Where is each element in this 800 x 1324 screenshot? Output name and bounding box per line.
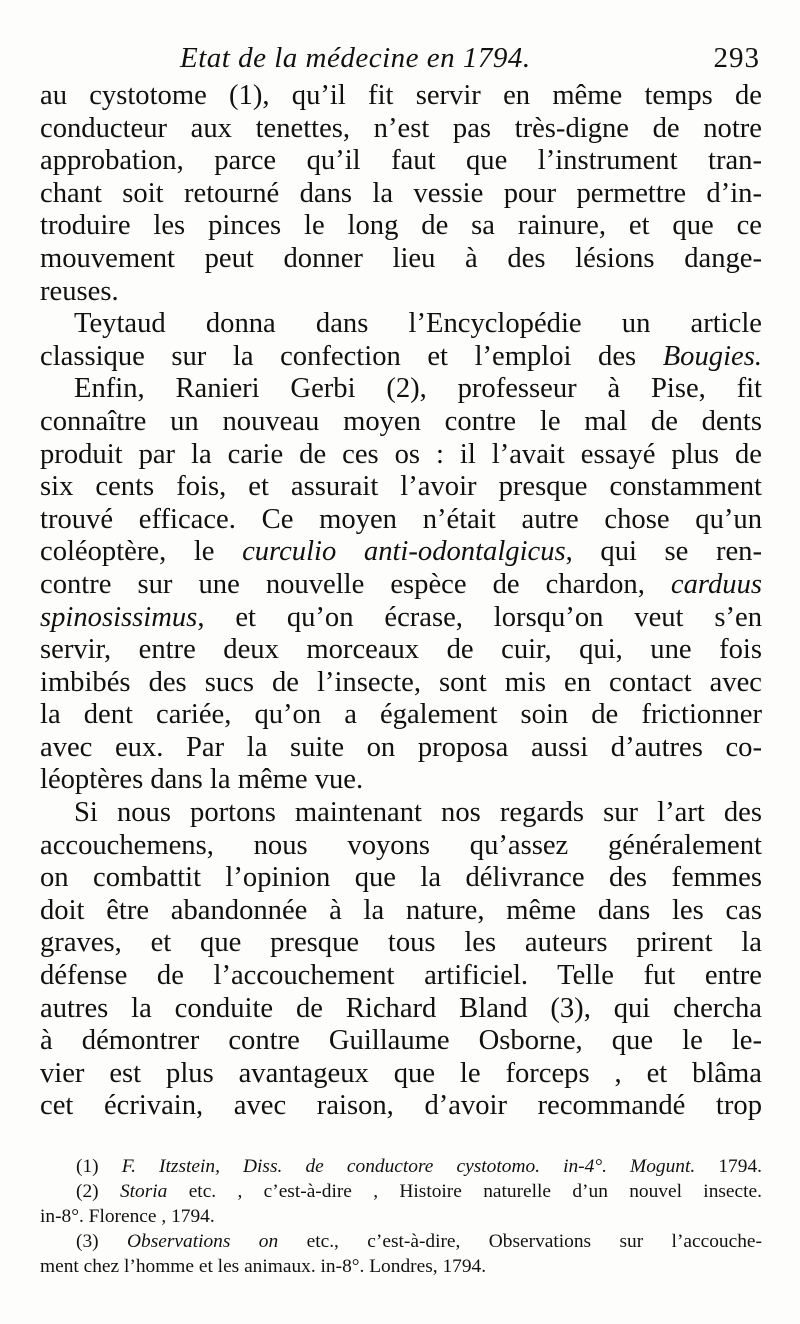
italic-term: carduus — [670, 568, 762, 600]
text-segment: , et qu’on écrase, lorsqu’on veut s’en — [197, 601, 762, 633]
text-line: imbibés des sucs de l’insecte, sont mis en contact avec — [40, 666, 762, 698]
text-line: graves, et que presque tous les auteurs prirent la — [40, 927, 762, 959]
footnote-2 — [40, 1179, 762, 1204]
text-line: connaître un nouveau moyen contre le mal de dents — [40, 405, 762, 437]
italic-term: curculio anti-odontalgicus — [242, 536, 566, 568]
text-segment: contre sur une nouvelle espèce de chardon, — [40, 568, 671, 600]
text-line: cet écrivain, avec raison, d’avoir recommandé trop — [40, 1090, 762, 1122]
footnote-1 — [40, 1154, 762, 1179]
running-head — [40, 34, 762, 74]
text-line: accouchemens, nous voyons qu’assez généralement — [40, 829, 762, 861]
text-line — [40, 341, 762, 374]
text-line: vier est plus avantageux que le forceps , et blâma — [40, 1057, 762, 1089]
text-line: léoptères dans la même vue. — [40, 764, 364, 796]
text-line: on combattit l’opinion que la délivrance des femmes — [40, 862, 762, 894]
footnote-title: Storia — [119, 1181, 168, 1202]
footnote-author: F. Itzstein — [121, 1156, 216, 1177]
text-line: six cents fois, et assurait l’avoir presque constamment — [40, 471, 762, 503]
italic-term: Bougies. — [662, 340, 762, 372]
text-line — [40, 536, 762, 569]
text-line — [40, 569, 762, 602]
text-segment: coléoptère, le — [40, 536, 243, 568]
text-line: reuses. — [40, 275, 119, 307]
footnote-marker: (1) — [76, 1156, 99, 1177]
running-title: Etat de la médecine en 1794. — [180, 42, 531, 74]
text-line: doit être abandonnée à la nature, même dans les cas — [40, 894, 762, 926]
italic-term: spinosissimus — [40, 601, 198, 633]
text-line: mouvement peut donner lieu à des lésions dange- — [40, 242, 762, 274]
text-line: approbation, parce qu’il faut que l’instrument tran- — [40, 145, 762, 177]
footnote-2-continued: in-8°. Florence , 1794. — [40, 1206, 215, 1227]
footnote-title: , Diss. de conductore cystotomo. in-4°. Mogunt. — [215, 1156, 696, 1177]
text-segment: classique sur la confection et l’emploi des — [40, 340, 663, 372]
footnote-text: etc. , c’est-à-dire , Histoire naturelle d’un nouvel insecte. — [188, 1181, 762, 1202]
text-line: chant soit retourné dans la vessie pour permettre d’in- — [40, 177, 762, 209]
text-line: la dent cariée, qu’on a également soin de frictionner — [40, 699, 762, 731]
text-line: avec eux. Par la suite on proposa aussi d’autres co- — [40, 731, 762, 763]
text-line: défense de l’accouchement artificiel. Telle fut entre — [40, 960, 762, 992]
text-line: trouvé efficace. Ce moyen n’était autre chose qu’un — [40, 503, 762, 535]
text-line: troduire les pinces le long de sa rainure, et que ce — [40, 210, 762, 242]
footnote-3-continued: ment chez l’homme et les animaux. in-8°. Londres, 1794. — [40, 1256, 487, 1277]
footnote-year: 1794. — [718, 1156, 762, 1177]
footnotes — [40, 1154, 762, 1279]
text-line: autres la conduite de Richard Bland (3), qui chercha — [40, 992, 762, 1024]
footnote-marker: (3) — [76, 1231, 99, 1252]
text-line: servir, entre deux morceaux de cuir, qui, une fois — [40, 634, 762, 666]
paragraph-start-line: Teytaud donna dans l’Encyclopédie un article — [74, 308, 762, 340]
text-line: conducteur aux tenettes, n’est pas très-digne de notre — [40, 112, 762, 144]
text-segment: , qui se ren- — [565, 536, 762, 568]
page-number: 293 — [713, 42, 760, 74]
text-line — [40, 602, 762, 635]
text-line: au cystotome (1), qu’il fit servir en même temps de — [40, 80, 762, 111]
footnote-3 — [40, 1229, 762, 1254]
paragraph-start-line: Si nous portons maintenant nos regards sur l’art des — [74, 797, 762, 829]
text-line: produit par la carie de ces os : il l’avait essayé plus de — [40, 438, 762, 470]
body-text — [40, 80, 762, 1123]
paragraph-start-line: Enfin, Ranieri Gerbi (2), professeur à Pise, fit — [74, 373, 762, 405]
footnote-marker: (2) — [76, 1181, 99, 1202]
footnote-title: Observations on — [127, 1231, 279, 1252]
text-line: à démontrer contre Guillaume Osborne, que le le- — [40, 1025, 762, 1057]
footnote-text: etc., c’est-à-dire, Observations sur l’accouche- — [306, 1231, 762, 1252]
